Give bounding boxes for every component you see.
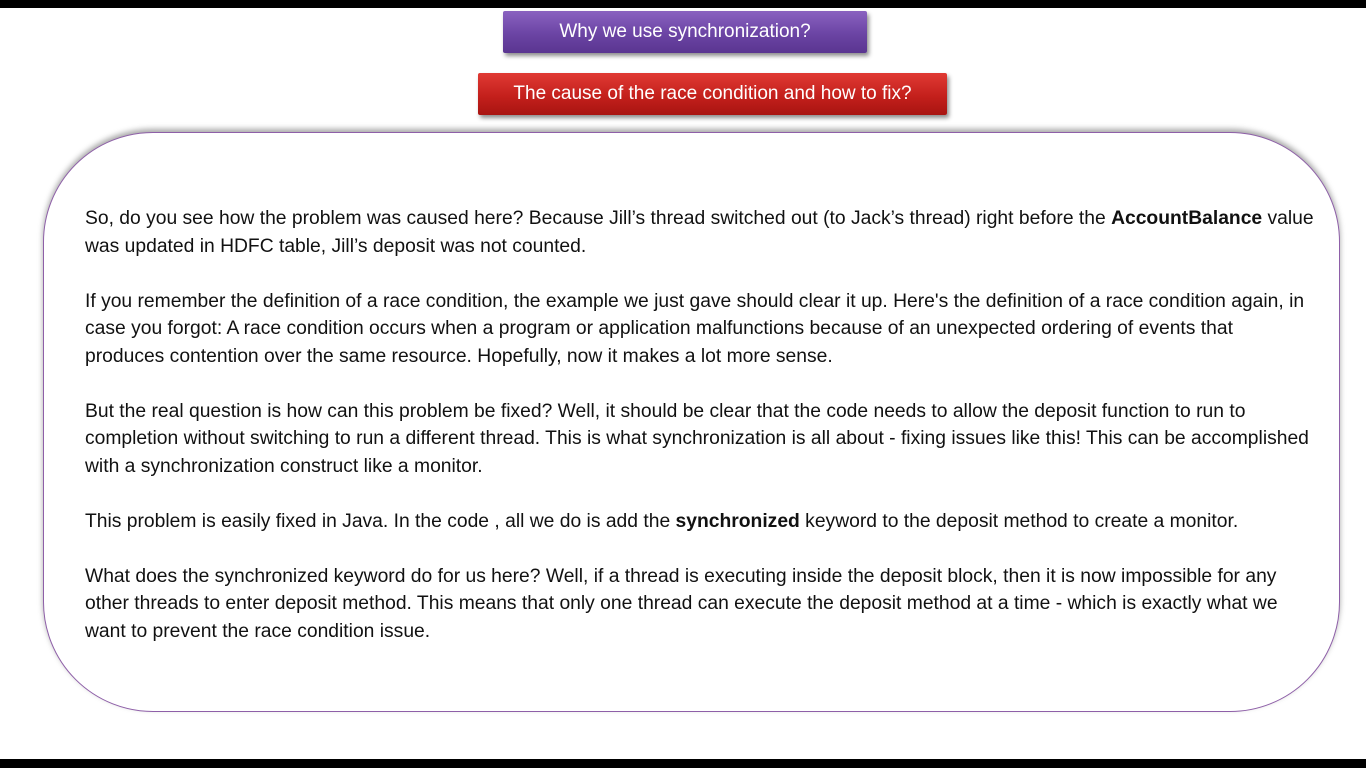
- title-primary-banner: [503, 11, 867, 53]
- synchronized-keyword: synchronized: [675, 510, 800, 532]
- paragraph-2: If you remember the definition of a race condition, the example we just gave should clear it up. Here's the definition of a race condition again, in case you forgot: A race condition occurs when a program or application malfunctions because of an unexpected ordering of events that produces contention over the same resource. Hopefully, now it makes a lot more sense.: [85, 290, 1305, 367]
- content-text: [85, 205, 1315, 673]
- paragraph-5: What does the synchronized keyword do for us here? Well, if a thread is executing inside the deposit block, then it is now impossible for any other threads to enter deposit method. This means that only one thread can execute the deposit method at a time - which is exactly what we want to prevent the race condition issue.: [85, 565, 1278, 642]
- title-secondary-banner: [478, 73, 947, 115]
- paragraph-4: This problem is easily fixed in Java. In the code , all we do is add the synchronized keyword to the deposit method to create a monitor.: [85, 510, 1239, 532]
- title-primary: Why we use synchronization?: [559, 21, 811, 42]
- bottom-black-bar: [0, 759, 1366, 768]
- top-black-bar: [0, 0, 1366, 8]
- paragraph-1: So, do you see how the problem was caused here? Because Jill’s thread switched out (to Jack’s thread) right before the AccountBalance value was updated in HDFC table, Jill’s deposit was not counted.: [85, 208, 1314, 257]
- title-secondary: The cause of the race condition and how to fix?: [513, 83, 912, 104]
- account-balance-keyword: AccountBalance: [1111, 208, 1263, 229]
- paragraph-3: But the real question is how can this problem be fixed? Well, it should be clear that the code needs to allow the deposit function to run to completion without switching to run a different thread. This is what synchronization is all about - fixing issues like this! This can be accomplished with a synchronization construct like a monitor.: [85, 400, 1309, 477]
